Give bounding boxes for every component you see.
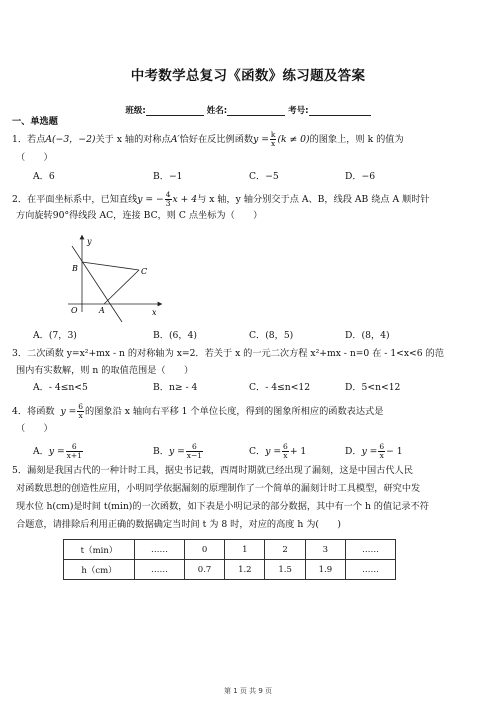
question-2-line2: 方向旋转90°得线段 AC，连接 BC，则 C 点坐标为（ ） (16, 210, 263, 221)
q4-part: 4．将函数 (12, 406, 55, 417)
question-5-line4: 合题意，请排除后利用正确的数据确定当时间 t 为 8 时，对应的高度 h 为( ) (16, 519, 341, 530)
q2-option-b[interactable]: B．(6，4) (153, 330, 197, 341)
section-heading: 一、单选题 (12, 116, 58, 127)
page-footer: 第 1 页 共 9 页 (223, 687, 273, 695)
table-cell: 1.5 (265, 560, 305, 580)
y-axis-label: y (87, 237, 92, 246)
table-cell: 0 (184, 540, 224, 560)
table-cell: …… (346, 540, 396, 560)
q4-option-a[interactable]: A．y = $\frac{6}{x+1}$ (33, 442, 82, 460)
page-title: 中考数学总复习《函数》练习题及答案 (130, 68, 366, 84)
q2-part: 2．在平面坐标系中，已知直线 (12, 194, 138, 205)
table-cell: …… (346, 560, 396, 580)
q4-part: 的图象沿 x 轴向右平移 1 个单位长度，得到的图象所相应的函数表达式是 (85, 406, 384, 417)
q2-formula-lhs: y = − (137, 194, 164, 205)
origin-label: O (71, 306, 78, 315)
time-height-table (63, 539, 396, 580)
q1-point: A(−3，−2) (45, 134, 96, 145)
q4-fraction: $\frac{6}{x}$ (78, 402, 84, 420)
q1-part: 关于 x 轴的对称点 (95, 134, 171, 145)
q2-formula-rhs: x + 4 (172, 194, 198, 205)
line-through-b-and-a (72, 246, 122, 322)
table-cell: …… (135, 540, 185, 560)
table-cell: …… (135, 560, 185, 580)
q1-part: 1．若点 (12, 134, 46, 145)
table-cell: 3 (305, 540, 345, 560)
exam-number-blank[interactable] (309, 106, 371, 116)
student-info-line (0, 104, 496, 116)
question-3-line2: 围内有实数解，则 n 的取值范围是（ ） (16, 365, 194, 376)
segment-a-c (104, 270, 139, 304)
q1-option-d[interactable]: D．−6 (345, 171, 376, 182)
q3-option-c[interactable]: C．- 4≤n<12 (249, 382, 311, 393)
question-2-text (12, 191, 430, 208)
table-cell: t（min） (64, 540, 135, 560)
table-cell: 1 (225, 540, 265, 560)
table-cell: 1.9 (305, 560, 345, 580)
q2-part: 与 x 轴，y 轴分别交于点 A、B，线段 AB 绕点 A 顺时针 (197, 194, 430, 205)
class-label: 班级: (125, 106, 146, 116)
q2-option-a[interactable]: A．(7，3) (33, 330, 77, 341)
q1-fraction: $\frac{k}{x}$ (270, 130, 276, 148)
q3-option-d[interactable]: D．5<n<12 (345, 382, 401, 393)
q1-condition: (k ≠ 0) (277, 134, 310, 145)
table-cell: 2 (265, 540, 305, 560)
table-cell: h（cm） (64, 560, 135, 580)
q1-option-a[interactable]: A．6 (33, 171, 55, 182)
q4-option-c[interactable]: C．y = $\frac{6}{x}$ + 1 (249, 442, 307, 460)
table-cell: 0.7 (184, 560, 224, 580)
q1-option-b[interactable]: B．−1 (153, 171, 183, 182)
name-blank[interactable] (227, 106, 285, 116)
question-1-text (12, 131, 404, 148)
point-a-label: A (99, 306, 105, 315)
coordinate-graph (60, 232, 170, 324)
q3-option-b[interactable]: B．n≥ - 4 (153, 382, 198, 393)
name-label: 姓名: (206, 106, 228, 116)
segment-b-c (82, 262, 139, 270)
q1-option-c[interactable]: C．−5 (249, 171, 279, 182)
q1-point-prime: A′ (170, 134, 180, 145)
q4-option-d[interactable]: D．y = $\frac{6}{x}$ − 1 (345, 442, 403, 460)
q2-fraction: $\frac{4}{3}$ (165, 190, 171, 208)
x-axis-label: x (152, 308, 157, 317)
question-3-line1: 3．二次函数 y=x²+mx - n 的对称轴为 x=2．若关于 x 的一元二次方程 x²+mx - n=0 在 - 1<x<6 的范 (12, 348, 444, 359)
question-4-text (12, 403, 383, 420)
q4-option-b[interactable]: B．y = $\frac{6}{x-1}$ (153, 442, 203, 460)
q3-option-a[interactable]: A．- 4≤n<5 (33, 382, 88, 393)
table-row (64, 540, 396, 560)
table-cell: 1.2 (225, 560, 265, 580)
question-1-paren: （ ） (16, 152, 53, 163)
q4-formula-lhs: y = (60, 406, 77, 417)
question-4-paren: （ ） (16, 423, 53, 434)
q1-formula-lhs: y = (253, 134, 269, 145)
point-c-label: C (141, 267, 148, 276)
q1-part: 恰好在反比例函数 (179, 134, 254, 145)
q2-option-d[interactable]: D．(8，4) (345, 330, 390, 341)
question-5-line3: 现水位 h(cm)是时间 t(min)的一次函数，如下表是小明记录的部分数据，其中有一个 h 的值记录不符 (16, 501, 429, 512)
exam-number-label: 考号: (288, 106, 309, 116)
question-5-line1: 5．漏刻是我国古代的一种计时工具，据史书记载，西周时期就已经出现了漏刻，这是中国古代人民 (12, 465, 413, 476)
q2-option-c[interactable]: C．(8，5) (249, 330, 294, 341)
table-row (64, 560, 396, 580)
q1-part: 的图象上，则 k 的值为 (309, 134, 404, 145)
question-5-line2: 对函数思想的创造性应用，小明同学依据漏刻的原理制作了一个简单的漏刻计时工具模型，研究中发 (16, 483, 421, 494)
point-b-label: B (72, 264, 78, 273)
class-blank[interactable] (146, 106, 204, 116)
